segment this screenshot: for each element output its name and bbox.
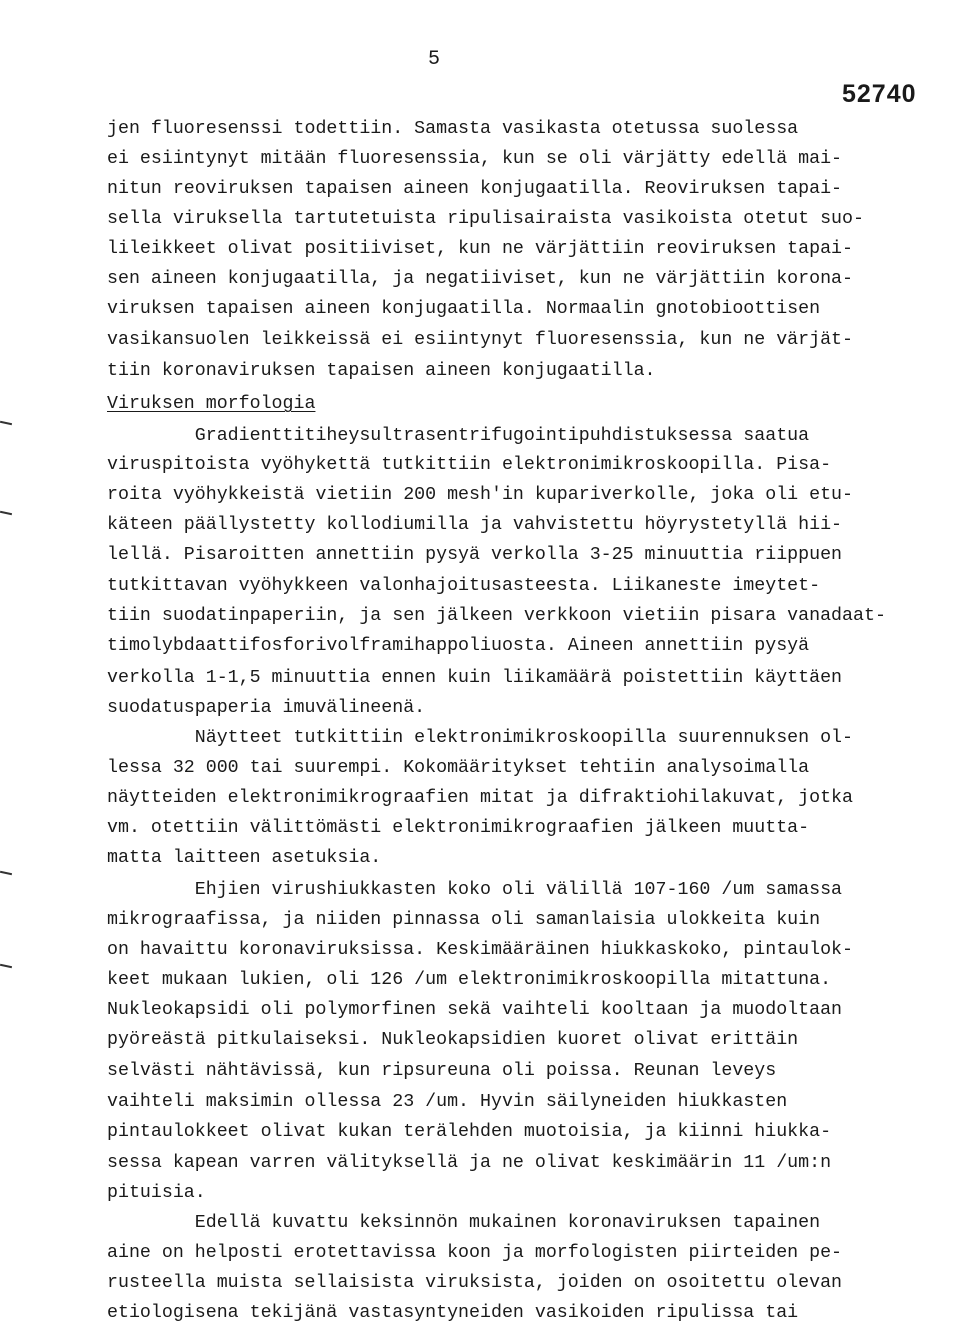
text-line: sella viruksella tartutetuista ripulisairaista vasikoista otetut suo- bbox=[107, 209, 864, 229]
margin-mark bbox=[0, 421, 12, 425]
text-line: viruksen tapaisen aineen konjugaatilla. Normaalin gnotobioottisen bbox=[107, 299, 821, 319]
text-line: pintaulokkeet olivat kukan terälehden muotoisia, ja kiinni hiukka- bbox=[107, 1122, 832, 1142]
text-line: Gradienttitiheysultrasentrifugointipuhdistuksessa saatua bbox=[107, 426, 810, 446]
text-line: pyöreästä pitkulaiseksi. Nukleokapsidien kuoret olivat erittäin bbox=[107, 1030, 799, 1050]
text-line: sessa kapean varren välityksellä ja ne olivat keskimäärin 11 /um:n bbox=[107, 1153, 832, 1173]
text-line: selvästi nähtävissä, kun ripsureuna oli poissa. Reunan leveys bbox=[107, 1061, 777, 1081]
margin-mark bbox=[0, 964, 12, 968]
text-line: verkolla 1-1,5 minuuttia ennen kuin liikamäärä poistettiin käyttäen bbox=[107, 668, 843, 688]
text-line: Ehjien virushiukkasten koko oli välillä 107-160 /um samassa bbox=[107, 880, 843, 900]
text-line: lileikkeet olivat positiiviset, kun ne värjättiin reoviruksen tapai- bbox=[107, 239, 853, 259]
text-line: suodatuspaperia imuvälineenä. bbox=[107, 698, 426, 718]
text-line: on havaittu koronaviruksissa. Keskimääräinen hiukkaskoko, pintaulok- bbox=[107, 940, 853, 960]
text-line: lellä. Pisaroitten annettiin pysyä verkolla 3-25 minuuttia riippuen bbox=[107, 545, 843, 565]
text-line: sen aineen konjugaatilla, ja negatiiviset, kun ne värjättiin korona- bbox=[107, 269, 853, 289]
text-line: jen fluoresenssi todettiin. Samasta vasikasta otetussa suolessa bbox=[107, 119, 799, 139]
text-line: lessa 32 000 tai suurempi. Kokomääritykset tehtiin analysoimalla bbox=[107, 758, 810, 778]
text-line: matta laitteen asetuksia. bbox=[107, 848, 382, 868]
text-line: vaihteli maksimin ollessa 23 /um. Hyvin säilyneiden hiukkasten bbox=[107, 1092, 788, 1112]
text-line: keet mukaan lukien, oli 126 /um elektronimikroskoopilla mitattuna. bbox=[107, 970, 832, 990]
text-line: tiin koronaviruksen tapaisen aineen konjugaatilla. bbox=[107, 361, 656, 381]
text-line: ei esiintynyt mitään fluoresenssia, kun se oli värjätty edellä mai- bbox=[107, 149, 843, 169]
text-line: vm. otettiin välittömästi elektronimikrograafien jälkeen muutta- bbox=[107, 818, 810, 838]
section-heading: Viruksen morfologia bbox=[107, 394, 316, 414]
text-line: roita vyöhykkeistä vietiin 200 mesh'in kupariverkolle, joka oli etu- bbox=[107, 485, 853, 505]
text-line: mikrograafissa, ja niiden pinnassa oli samanlaisia ulokkeita kuin bbox=[107, 910, 821, 930]
text-line: tutkittavan vyöhykkeen valonhajoitusasteesta. Liikaneste imeytet- bbox=[107, 576, 821, 596]
margin-mark bbox=[0, 871, 12, 875]
margin-mark bbox=[0, 511, 12, 515]
text-line: näytteiden elektronimikrograafien mitat ja difraktiohilakuvat, jotka bbox=[107, 788, 853, 808]
text-line: timolybdaattifosforivolframihappoliuosta. Aineen annettiin pysyä bbox=[107, 636, 810, 656]
text-line: viruspitoista vyöhykettä tutkittiin elektronimikroskoopilla. Pisa- bbox=[107, 455, 832, 475]
text-line: rusteella muista sellaisista viruksista, joiden on osoitettu olevan bbox=[107, 1273, 843, 1293]
text-line: vasikansuolen leikkeissä ei esiintynyt fluoresenssia, kun ne värjät- bbox=[107, 330, 853, 350]
text-line: Nukleokapsidi oli polymorfinen sekä vaihteli kooltaan ja muodoltaan bbox=[107, 1000, 843, 1020]
text-line: etiologisena tekijänä vastasyntyneiden vasikoiden ripulissa tai bbox=[107, 1303, 799, 1323]
text-line: pituisia. bbox=[107, 1183, 206, 1203]
text-line: Edellä kuvattu keksinnön mukainen koronaviruksen tapainen bbox=[107, 1213, 821, 1233]
text-line: käteen päällystetty kollodiumilla ja vahvistettu höyrystetyllä hii- bbox=[107, 515, 843, 535]
document-number: 52740 bbox=[842, 80, 917, 108]
text-line: Näytteet tutkittiin elektronimikroskoopilla suurennuksen ol- bbox=[107, 728, 853, 748]
text-line: tiin suodatinpaperiin, ja sen jälkeen verkkoon vietiin pisara vanadaat- bbox=[107, 606, 886, 626]
text-line: aine on helposti erotettavissa koon ja morfologisten piirteiden pe- bbox=[107, 1243, 843, 1263]
text-line: nitun reoviruksen tapaisen aineen konjugaatilla. Reoviruksen tapai- bbox=[107, 179, 843, 199]
page-number: 5 bbox=[428, 48, 441, 71]
